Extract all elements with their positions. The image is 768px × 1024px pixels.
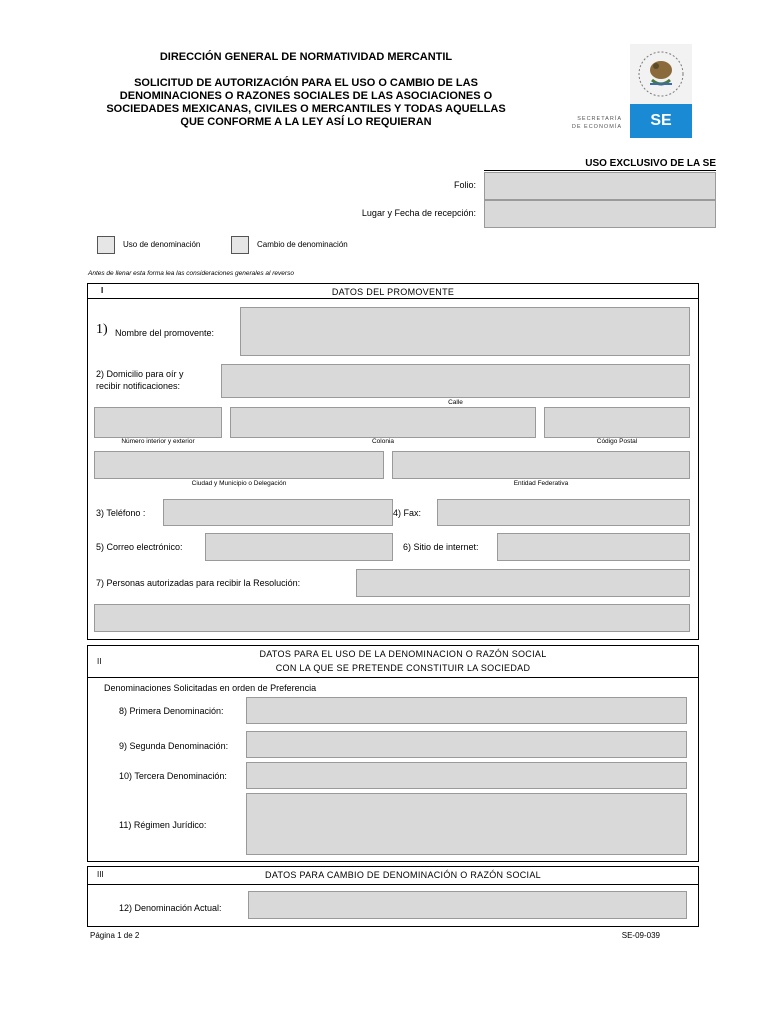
form-title-line-1: SOLICITUD DE AUTORIZACIÓN PARA EL USO O CAMBIO DE LAS — [134, 77, 478, 89]
section-1-number: I — [101, 286, 104, 295]
personas-field-1[interactable] — [356, 569, 690, 597]
domicilio-label-1: 2) Domicilio para oír y — [96, 369, 184, 379]
office-use-title: USO EXCLUSIVO DE LA SE — [585, 158, 716, 169]
tercera-label: 10) Tercera Denominación: — [119, 771, 227, 781]
form-title-line-3: SOCIEDADES MEXICANAS, CIVILES O MERCANTILES Y TODAS AQUELLAS — [106, 103, 506, 115]
cp-label: Código Postal — [596, 438, 638, 445]
secretaria-economia-logo — [560, 44, 695, 140]
section-2-subtitle: Denominaciones Solicitadas en orden de Preferencia — [104, 683, 317, 693]
cambio-checkbox[interactable] — [231, 236, 249, 254]
telefono-label: 3) Teléfono : — [96, 508, 146, 518]
calle-field[interactable] — [221, 364, 690, 398]
calle-label: Calle — [448, 399, 463, 406]
regimen-field[interactable] — [246, 793, 687, 855]
section-1-title: DATOS DEL PROMOVENTE — [331, 287, 455, 297]
office-use-underline — [484, 170, 716, 171]
cambio-label: Cambio de denominación — [257, 240, 348, 249]
form-code: SE-09-039 — [621, 931, 660, 940]
entidad-field[interactable] — [392, 451, 690, 479]
section-2-title-1: DATOS PARA EL USO DE LA DENOMINACION O RAZÓN SOCIAL — [259, 649, 547, 659]
nombre-label: Nombre del promovente: — [115, 328, 215, 338]
section-2-title-2: CON LA QUE SE PRETENDE CONSTITUIR LA SOCIEDAD — [275, 663, 531, 673]
entidad-label: Entidad Federativa — [513, 480, 569, 487]
nombre-number: 1) — [96, 322, 108, 337]
domicilio-label-2: recibir notificaciones: — [96, 381, 181, 391]
numero-label: Número interior y exterior — [121, 438, 195, 445]
correo-field[interactable] — [205, 533, 393, 561]
tercera-field[interactable] — [246, 762, 687, 789]
ciudad-field[interactable] — [94, 451, 384, 479]
reception-label: Lugar y Fecha de recepción: — [361, 208, 476, 218]
form-title-line-2: DENOMINACIONES O RAZONES SOCIALES DE LAS ASOCIACIONES O — [119, 90, 493, 102]
personas-label: 7) Personas autorizadas para recibir la Resolución: — [96, 578, 301, 588]
section-3-title: DATOS PARA CAMBIO DE DENOMINACIÓN O RAZÓN SOCIAL — [265, 870, 541, 880]
uso-checkbox[interactable] — [97, 236, 115, 254]
cp-field[interactable] — [544, 407, 690, 438]
sitio-field[interactable] — [497, 533, 690, 561]
colonia-field[interactable] — [230, 407, 536, 438]
actual-field[interactable] — [248, 891, 687, 919]
personas-field-2[interactable] — [94, 604, 690, 632]
sitio-label: 6) Sitio de internet: — [403, 542, 479, 552]
section-2-number: II — [97, 657, 102, 666]
folio-field[interactable] — [484, 172, 716, 200]
section-3-number: III — [97, 870, 104, 879]
primera-field[interactable] — [246, 697, 687, 724]
logo-text-1: SECRETARÍA — [577, 116, 622, 122]
nombre-field[interactable] — [240, 307, 690, 356]
actual-label: 12) Denominación Actual: — [119, 903, 222, 913]
agency-title: DIRECCIÓN GENERAL DE NORMATIVIDAD MERCANTIL — [159, 51, 453, 63]
colonia-label: Colonia — [371, 438, 395, 445]
logo-text-2: DE ECONOMÍA — [571, 124, 622, 130]
se-badge: SE — [630, 104, 692, 138]
segunda-label: 9) Segunda Denominación: — [119, 741, 229, 751]
uso-label: Uso de denominación — [123, 240, 201, 249]
section-3-divider — [87, 884, 699, 885]
section-1-divider — [87, 298, 699, 299]
telefono-field[interactable] — [163, 499, 393, 526]
coat-of-arms-icon — [630, 44, 692, 104]
primera-label: 8) Primera Denominación: — [119, 706, 224, 716]
fax-label: 4) Fax: — [393, 508, 422, 518]
fax-field[interactable] — [437, 499, 690, 526]
section-2-divider — [87, 677, 699, 678]
numero-field[interactable] — [94, 407, 222, 438]
regimen-label: 11) Régimen Jurídico: — [119, 820, 207, 830]
folio-label: Folio: — [453, 180, 476, 190]
instructions-note: Antes de llenar esta forma lea las consideraciones generales al reverso — [88, 270, 294, 277]
reception-field[interactable] — [484, 200, 716, 228]
page-number: Página 1 de 2 — [90, 931, 140, 940]
correo-label: 5) Correo electrónico: — [96, 542, 183, 552]
form-title-line-4: QUE CONFORME A LA LEY ASÍ LO REQUIERAN — [180, 116, 432, 128]
segunda-field[interactable] — [246, 731, 687, 758]
ciudad-label: Ciudad y Municipio o Delegación — [191, 480, 287, 487]
